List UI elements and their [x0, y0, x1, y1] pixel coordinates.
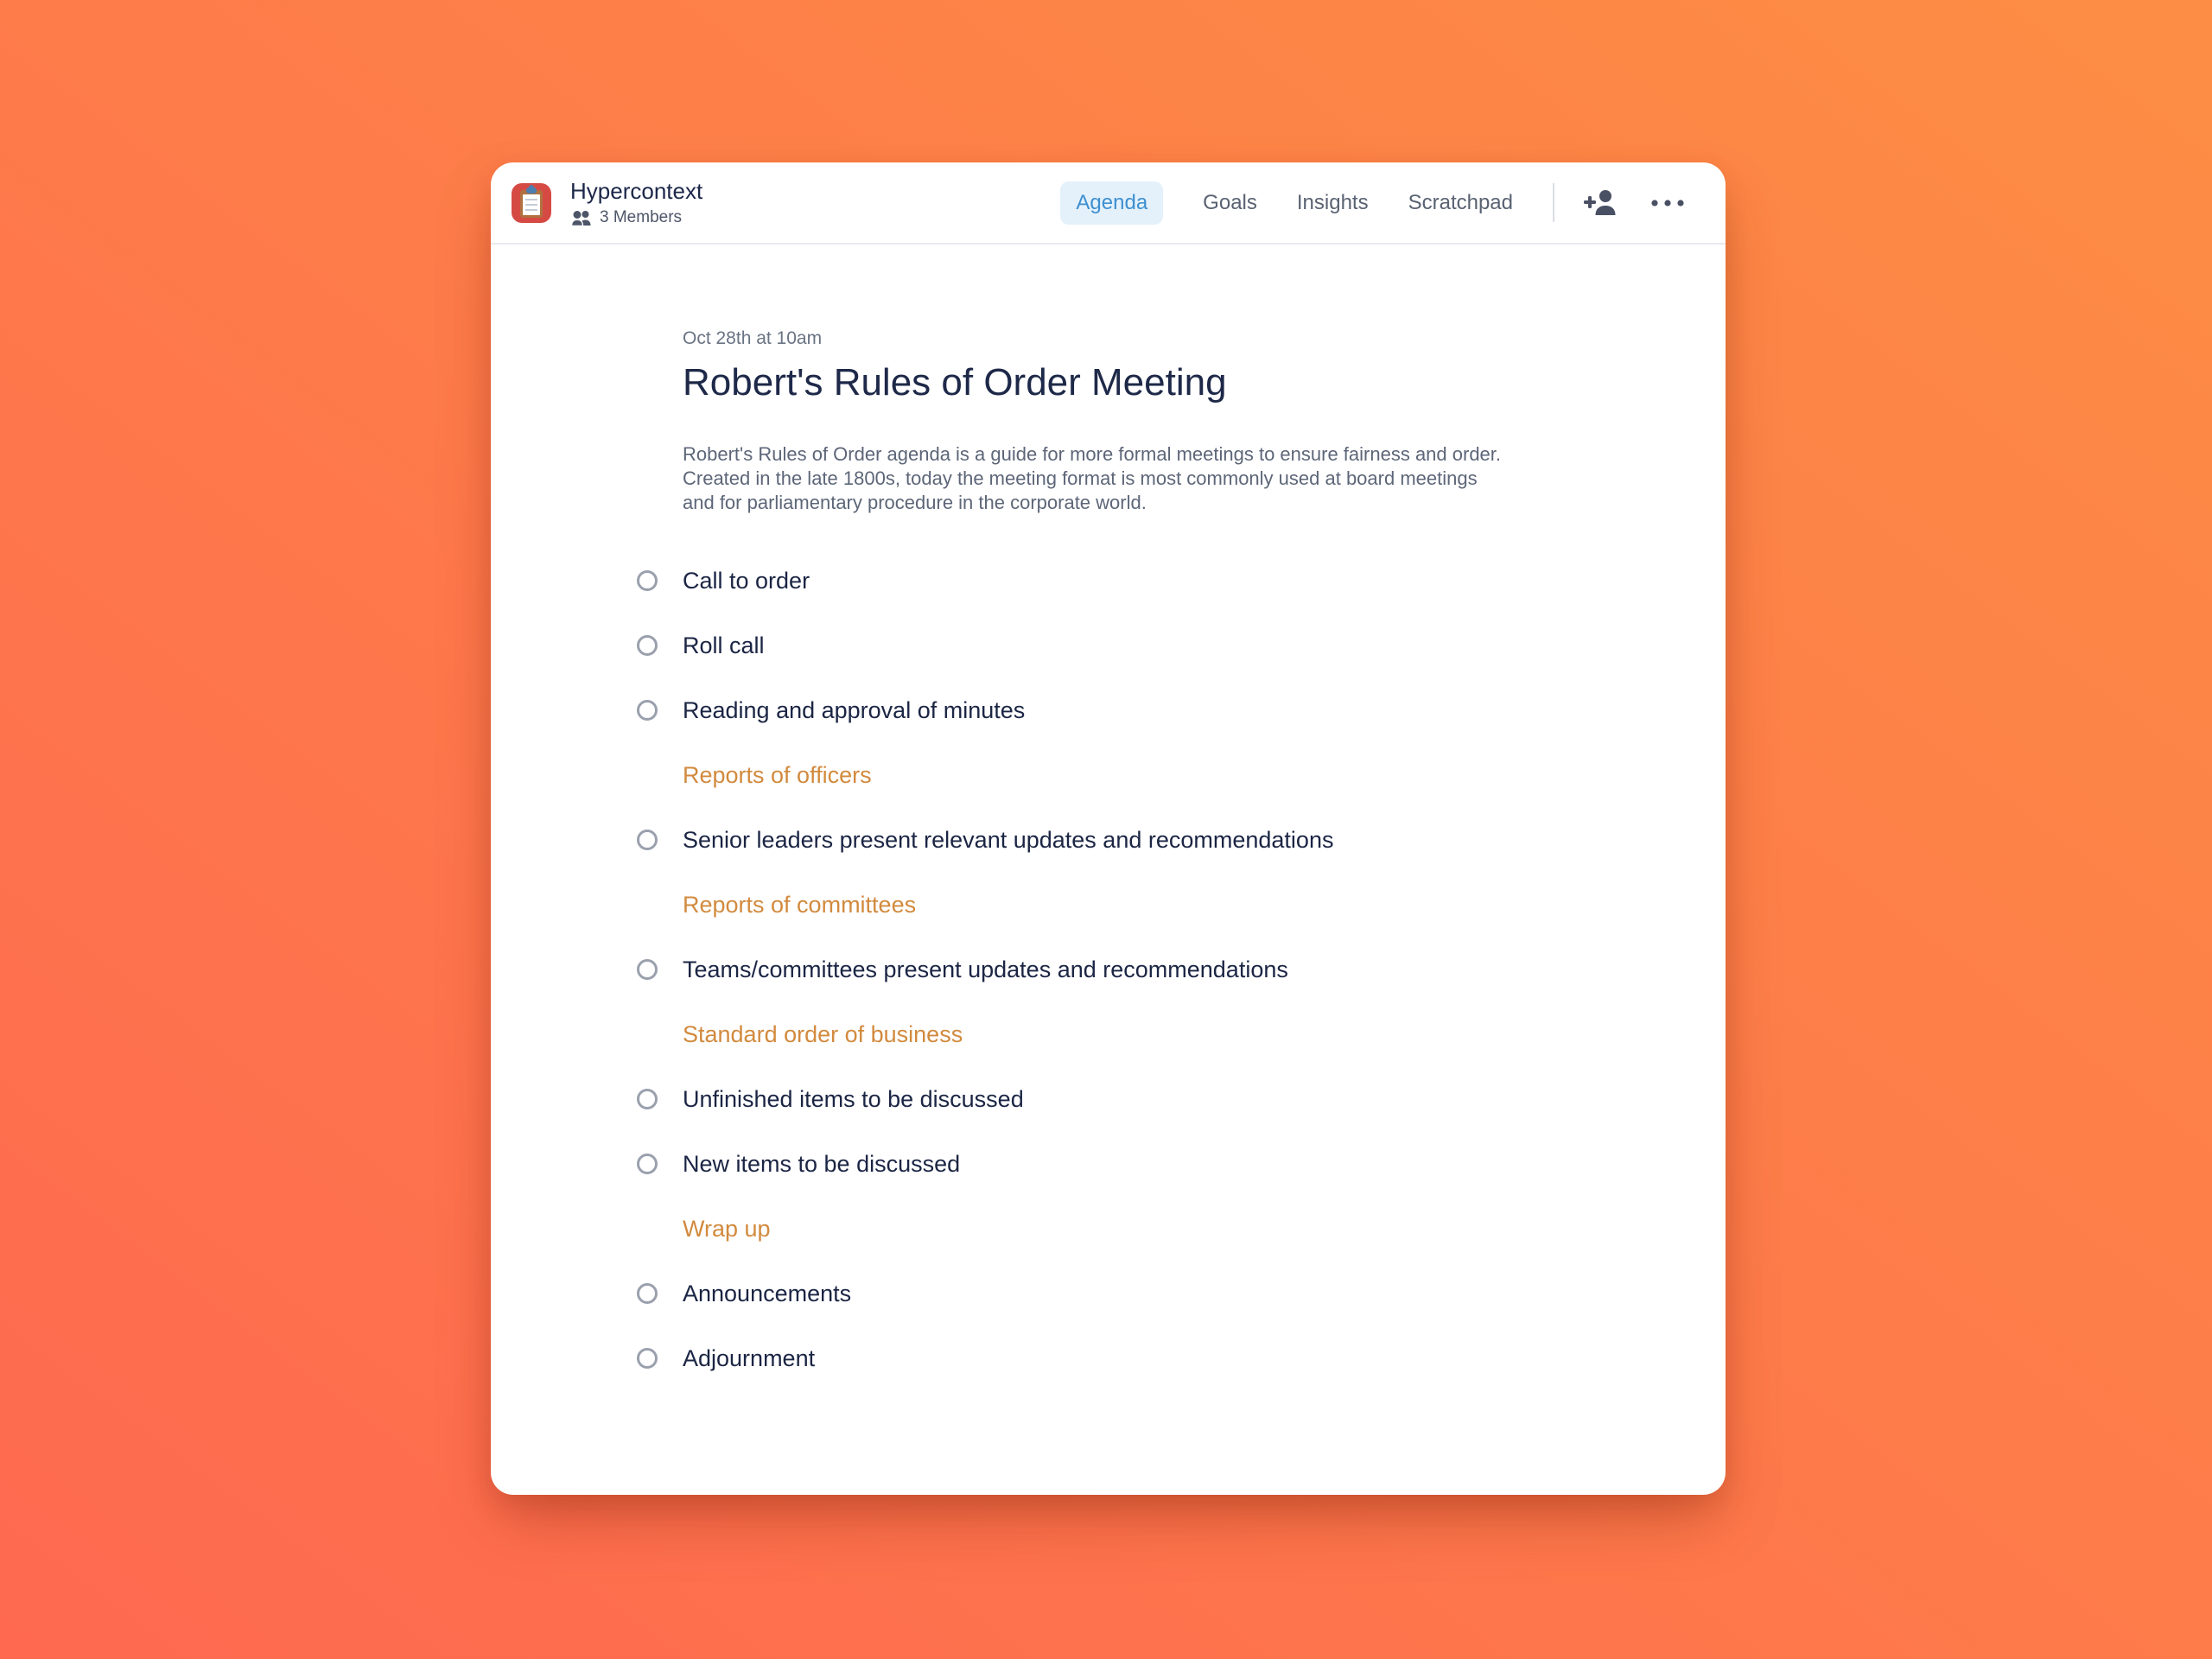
invite-member-button[interactable]	[1582, 188, 1618, 219]
members-count[interactable]	[570, 208, 702, 227]
agenda-item[interactable]	[637, 1131, 1726, 1196]
agenda-section-label: Standard order of business	[683, 1020, 963, 1047]
app-title: Hypercontext	[570, 178, 703, 204]
meeting-timestamp: Oct 28th at 10am	[683, 328, 823, 348]
tab-agenda[interactable]: Agenda	[1060, 181, 1163, 225]
more-options-button[interactable]	[1648, 198, 1688, 208]
agenda-item-label: New items to be discussed	[683, 1150, 961, 1177]
meeting-title: Robert's Rules of Order Meeting	[683, 361, 1227, 404]
agenda-section-label: Reports of committees	[683, 891, 917, 918]
agenda-item-label: Teams/committees present updates and recommendations	[683, 956, 1288, 982]
agenda-item-label: Announcements	[683, 1280, 852, 1306]
tab-goals[interactable]: Goals	[1203, 190, 1257, 214]
agenda-section-label: Wrap up	[683, 1215, 771, 1242]
agenda-item[interactable]	[637, 1325, 1726, 1390]
empty-circle-icon[interactable]	[637, 1283, 658, 1304]
meeting-card	[491, 162, 1726, 1495]
agenda-section-header[interactable]	[637, 742, 1726, 807]
members-label: 3 Members	[600, 208, 683, 226]
agenda-item[interactable]	[637, 677, 1726, 742]
empty-circle-icon[interactable]	[637, 1089, 658, 1109]
agenda-item-label: Call to order	[683, 567, 810, 594]
agenda-section-header[interactable]	[637, 1196, 1726, 1261]
agenda-list	[637, 548, 1726, 1390]
agenda-item-label: Reading and approval of minutes	[683, 696, 1026, 723]
agenda-item[interactable]	[637, 1066, 1726, 1131]
ellipsis-icon	[1648, 198, 1688, 208]
meeting-description: Robert's Rules of Order agenda is a guide for more formal meetings to ensure fairness and order. Created in the late 1800s, today the meeting format is most commonly used at board meetings and for parliamentary procedure in the corporate world.	[683, 443, 1502, 513]
card-header	[491, 162, 1726, 245]
top-nav	[1060, 181, 1688, 225]
empty-circle-icon[interactable]	[637, 959, 658, 980]
nav-divider	[1553, 183, 1554, 222]
clipboard-logo-icon	[512, 183, 551, 223]
agenda-item[interactable]	[637, 613, 1726, 677]
agenda-section-label: Reports of officers	[683, 761, 872, 788]
empty-circle-icon[interactable]	[637, 1154, 658, 1174]
tab-scratchpad[interactable]: Scratchpad	[1408, 190, 1513, 214]
agenda-item-label: Roll call	[683, 632, 765, 658]
agenda-item-label: Senior leaders present relevant updates and recommendations	[683, 826, 1334, 853]
agenda-item-label: Unfinished items to be discussed	[683, 1085, 1024, 1112]
meeting-content	[491, 245, 1726, 1390]
empty-circle-icon[interactable]	[637, 570, 658, 591]
agenda-item-label: Adjournment	[683, 1344, 816, 1371]
agenda-item[interactable]	[637, 548, 1726, 613]
tab-insights[interactable]: Insights	[1296, 190, 1369, 214]
empty-circle-icon[interactable]	[637, 1348, 658, 1369]
empty-circle-icon[interactable]	[637, 700, 658, 721]
empty-circle-icon[interactable]	[637, 635, 658, 656]
agenda-section-header[interactable]	[637, 872, 1726, 937]
agenda-item[interactable]	[637, 1261, 1726, 1325]
people-icon	[570, 209, 593, 226]
agenda-item[interactable]	[637, 807, 1726, 872]
empty-circle-icon[interactable]	[637, 830, 658, 850]
agenda-item[interactable]	[637, 937, 1726, 1001]
person-add-icon	[1582, 188, 1618, 219]
agenda-section-header[interactable]	[637, 1001, 1726, 1066]
